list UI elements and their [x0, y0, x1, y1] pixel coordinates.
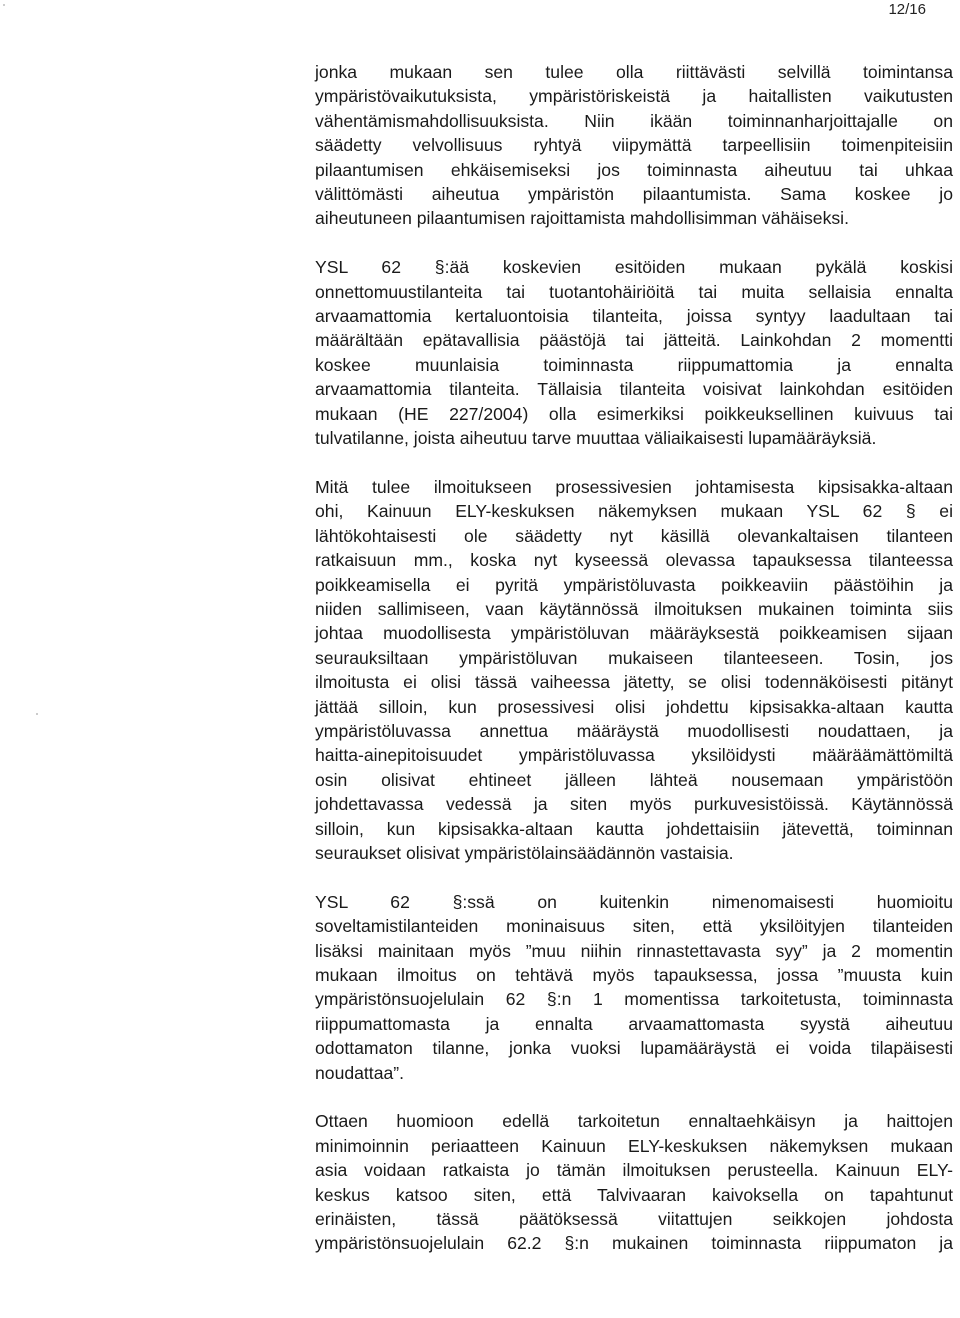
text-line: koskee muunlaisia toiminnasta riippumattomia ja ennalta — [315, 354, 953, 375]
scan-speck — [3, 4, 5, 6]
text-line: soveltamistilanteiden moninaisuus siten, että yksilöityjen tilanteiden — [315, 916, 953, 937]
text-line: ympäristöluvassa annettua määräystä muodollisesti noudattaen, ja — [315, 720, 953, 741]
text-line: ohi, Kainuun ELY-keskuksen näkemyksen mukaan YSL 62 § ei — [315, 501, 953, 522]
page-number: 12/16 — [888, 1, 926, 18]
text-line: seuraukset olisivat ympäristölainsäädännön vastaisia. — [315, 842, 734, 863]
text-line: haitta-ainepitoisuudet ympäristöluvassa yksilöidysti määräämättömiltä — [315, 745, 953, 766]
text-line: YSL 62 §:ää koskevien esitöiden mukaan pykälä koskisi — [315, 257, 953, 278]
text-line: asia voidaan ratkaista jo tämän ilmoituksen perusteella. Kainuun ELY- — [315, 1160, 953, 1181]
text-line: arvaamattomia tilanteita. Tällaisia tilanteita voisivat lainkohdan esitöiden — [315, 379, 953, 400]
document-body — [315, 60, 953, 1256]
text-line: erinäisten, tässä päätöksessä viitattujen seikkojen johdosta — [315, 1209, 953, 1230]
text-line: mukaan ilmoitus on tehtävä myös tapauksessa, jossa ”muusta kuin — [315, 964, 953, 985]
text-line: jonka mukaan sen tulee olla riittävästi selvillä toimintansa — [315, 62, 953, 82]
text-line: johdettavassa vedessä ja siten myös purkuvesistöissä. Käytännössä — [315, 794, 953, 815]
text-line: mukaan (HE 227/2004) olla esimerkiksi poikkeuksellinen kuivuus tai — [315, 403, 953, 424]
text-line: välittömästi aiheutua ympäristön pilaantumista. Sama koskee jo — [315, 184, 953, 205]
scan-speck — [36, 713, 38, 715]
text-line: jättää silloin, kun prosessivesi olisi johdettu kipsisakka-altaan kautta — [315, 696, 953, 717]
text-line: ympäristövaikutuksista, ympäristöriskeistä ja haitallisten vaikutusten — [315, 86, 953, 107]
text-line: tulvatilanne, joista aiheutuu tarve muuttaa väliaikaisesti lupamääräyksiä. — [315, 428, 877, 449]
text-line: Ottaen huomioon edellä tarkoitetun ennaltaehkäisyn ja haittojen — [315, 1111, 953, 1132]
text-line: lähtökohtaisesti ole säädetty nyt käsillä olevankaltaisen tilanteen — [315, 525, 953, 546]
text-line: YSL 62 §:ssä on kuitenkin nimenomaisesti huomioitu — [315, 891, 953, 912]
text-line: minimoinnin periaatteen Kainuun ELY-keskuksen näkemyksen mukaan — [315, 1135, 953, 1156]
paragraph-1 — [315, 60, 953, 231]
text-line: pilaantumisen ehkäisemiseksi jos toiminnasta aiheutuu tai uhkaa — [315, 159, 953, 180]
text-line: arvaamattomia kertaluontoisia tilanteita, joissa syntyy laadultaan tai — [315, 306, 953, 327]
paragraph-5 — [315, 1109, 953, 1255]
text-line: seurauksiltaan ympäristöluvan mukaiseen tilanteeseen. Tosin, jos — [315, 647, 953, 668]
text-line: ympäristönsuojelulain 62 §:n 1 momentissa tarkoitetusta, toiminnasta — [315, 989, 953, 1010]
text-line: noudattaa”. — [315, 1062, 405, 1083]
text-line: odottamaton tilanne, jonka vuoksi lupamääräystä ei voida tilapäisesti — [315, 1038, 953, 1059]
text-line: aiheutuneen pilaantumisen rajoittamista mahdollisimman vähäiseksi. — [315, 208, 849, 229]
text-line: riippumattomasta ja ennalta arvaamattomasta syystä aiheutuu — [315, 1013, 953, 1034]
text-line: ilmoitusta ei olisi tässä vaiheessa jätetty, se olisi todennäköisesti pitänyt — [315, 672, 953, 693]
paragraph-2 — [315, 255, 953, 450]
text-line: johtaa muodollisesta ympäristöluvan määräyksestä poikkeamisen sijaan — [315, 623, 953, 644]
text-line: poikkeamisella ei pyritä ympäristöluvasta poikkeaviin päästöihin ja — [315, 574, 953, 595]
text-line: määrältään epätavallisia päästöjä tai jätteitä. Lainkohdan 2 momentti — [315, 330, 953, 351]
text-line: vähentämismahdollisuuksista. Niin ikään toiminnanharjoittajalle on — [315, 110, 953, 131]
text-line: onnettomuustilanteita tai tuotantohäiriöitä tai muita sellaisia ennalta — [315, 281, 953, 302]
text-line: ympäristönsuojelulain 62.2 §:n mukainen toiminnasta riippumaton ja — [315, 1233, 953, 1254]
text-line: Mitä tulee ilmoitukseen prosessivesien johtamisesta kipsisakka-altaan — [315, 476, 953, 497]
text-line: keskus katsoo siten, että Talvivaaran kaivoksella on tapahtunut — [315, 1184, 953, 1205]
text-line: säädetty velvollisuus ryhtyä viipymättä tarpeellisiin toimenpiteisiin — [315, 135, 953, 156]
text-line: lisäksi mainitaan myös ”muu niihin rinnastettavasta syy” ja 2 momentin — [315, 940, 953, 961]
text-line: silloin, kun kipsisakka-altaan kautta johdettaisiin jätevettä, toiminnan — [315, 818, 953, 839]
paragraph-3 — [315, 475, 953, 866]
text-line: ratkaisuun mm., koska nyt kyseessä olevassa tapauksessa tilanteessa — [315, 550, 953, 571]
text-line: osin olisivat ehtineet jälleen lähteä nousemaan ympäristöön — [315, 769, 953, 790]
paragraph-4 — [315, 890, 953, 1085]
text-line: niiden sallimiseen, vaan käytännössä ilmoituksen mukainen toiminta siis — [315, 598, 953, 619]
